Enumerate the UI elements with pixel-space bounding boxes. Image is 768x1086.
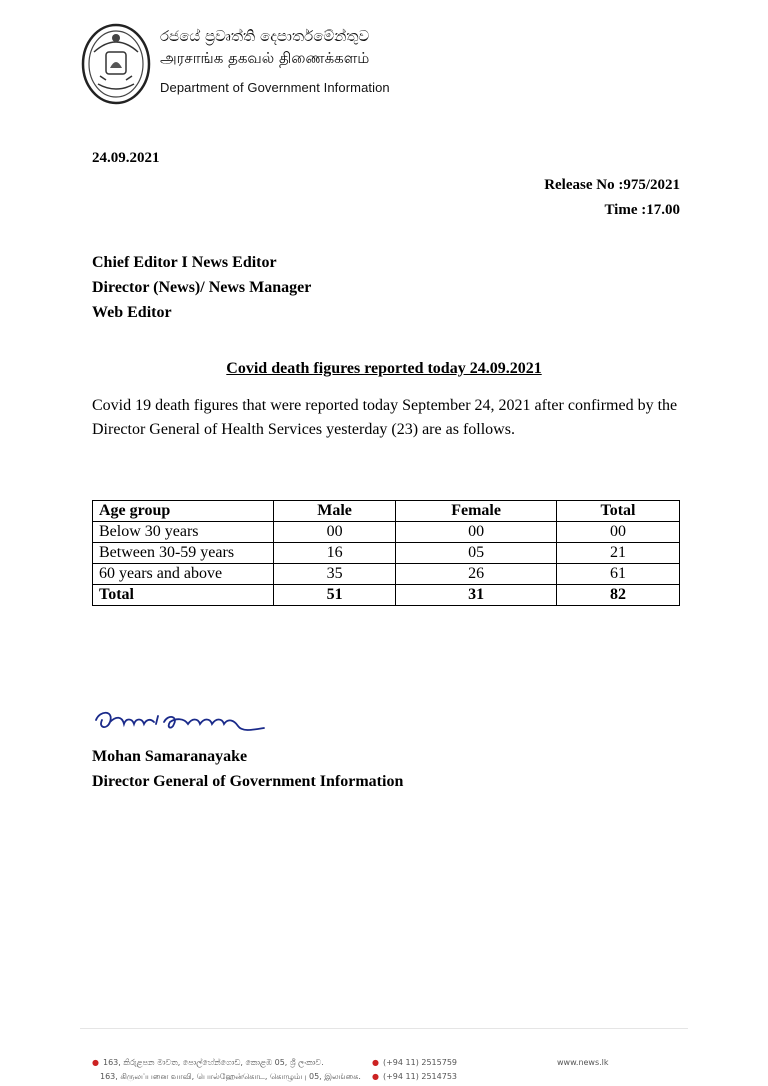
recipient-list (92, 250, 311, 325)
department-name-english: Department of Government Information (160, 80, 390, 95)
table-cell: 00 (396, 522, 557, 543)
recipient-line: Chief Editor I News Editor (92, 254, 277, 271)
department-name-sinhala: රජයේ ප්‍රවෘත්ති දෙපාර්තමේන්තුව (160, 27, 370, 45)
signer-title: Director General of Government Information (92, 773, 404, 790)
table-cell: 26 (396, 564, 557, 585)
release-number: Release No :975/2021 (544, 177, 680, 193)
table-cell: 60 years and above (93, 564, 274, 585)
recipient-line: Director (News)/ News Manager (92, 279, 312, 296)
table-cell: Between 30-59 years (93, 543, 274, 564)
table-header-row (93, 501, 680, 522)
footer-address-sinhala (92, 1058, 324, 1068)
release-date: 24.09.2021 (92, 150, 160, 166)
footer-phone-text: (+94 11) 2515759 (382, 1058, 458, 1067)
recipient-line: Web Editor (92, 304, 172, 321)
table-cell: 35 (274, 564, 396, 585)
table-cell: 05 (396, 543, 557, 564)
phone-icon: ● (372, 1058, 379, 1067)
table-cell: 00 (274, 522, 396, 543)
table-cell: 82 (557, 585, 680, 606)
table-cell: 00 (557, 522, 680, 543)
table-cell: Total (93, 585, 274, 606)
column-header: Total (557, 501, 680, 522)
signer-name: Mohan Samaranayake (92, 748, 248, 765)
department-name-tamil: அரசாங்க தகவல் திணைக்களம் (160, 49, 370, 67)
body-paragraph: Covid 19 death figures that were reported today September 24, 2021 after confirmed by the Director General of Health Services yesterday (23) are as follows. (92, 397, 678, 438)
table-cell: 51 (274, 585, 396, 606)
table-cell: 16 (274, 543, 396, 564)
document-heading: Covid death figures reported today 24.09.2021 (226, 360, 542, 377)
handwritten-signature (92, 706, 272, 742)
table-cell: Below 30 years (93, 522, 274, 543)
fax-icon: ● (372, 1072, 379, 1081)
footer-divider (80, 1028, 688, 1029)
footer-address-text: 163, කිරුළපන මාවත, පොල්හේන්ගොඩ, කොළඹ 05, ශ්‍රී ලංකාව. (102, 1058, 324, 1067)
sri-lanka-emblem-icon (80, 22, 152, 106)
table-cell: 61 (557, 564, 680, 585)
footer-fax-text: (+94 11) 2514753 (382, 1072, 458, 1081)
table-cell: 21 (557, 543, 680, 564)
table-cell: 31 (396, 585, 557, 606)
column-header: Male (274, 501, 396, 522)
footer-address-tamil: 163, கிருலப்பனை வாவி, பொல்ஹேன்கொட, கொழும்பு 05, இலங்கை. (100, 1072, 361, 1081)
column-header: Female (396, 501, 557, 522)
table-row (93, 522, 680, 543)
footer-phone (372, 1058, 457, 1067)
bullet-icon: ● (92, 1058, 99, 1067)
death-figures-table (92, 500, 680, 606)
footer-website: www.news.lk (557, 1058, 609, 1067)
footer-fax (372, 1072, 457, 1081)
column-header: Age group (93, 501, 274, 522)
table-row (93, 564, 680, 585)
table-row (93, 543, 680, 564)
release-time: Time :17.00 (604, 202, 680, 218)
table-total-row (93, 585, 680, 606)
